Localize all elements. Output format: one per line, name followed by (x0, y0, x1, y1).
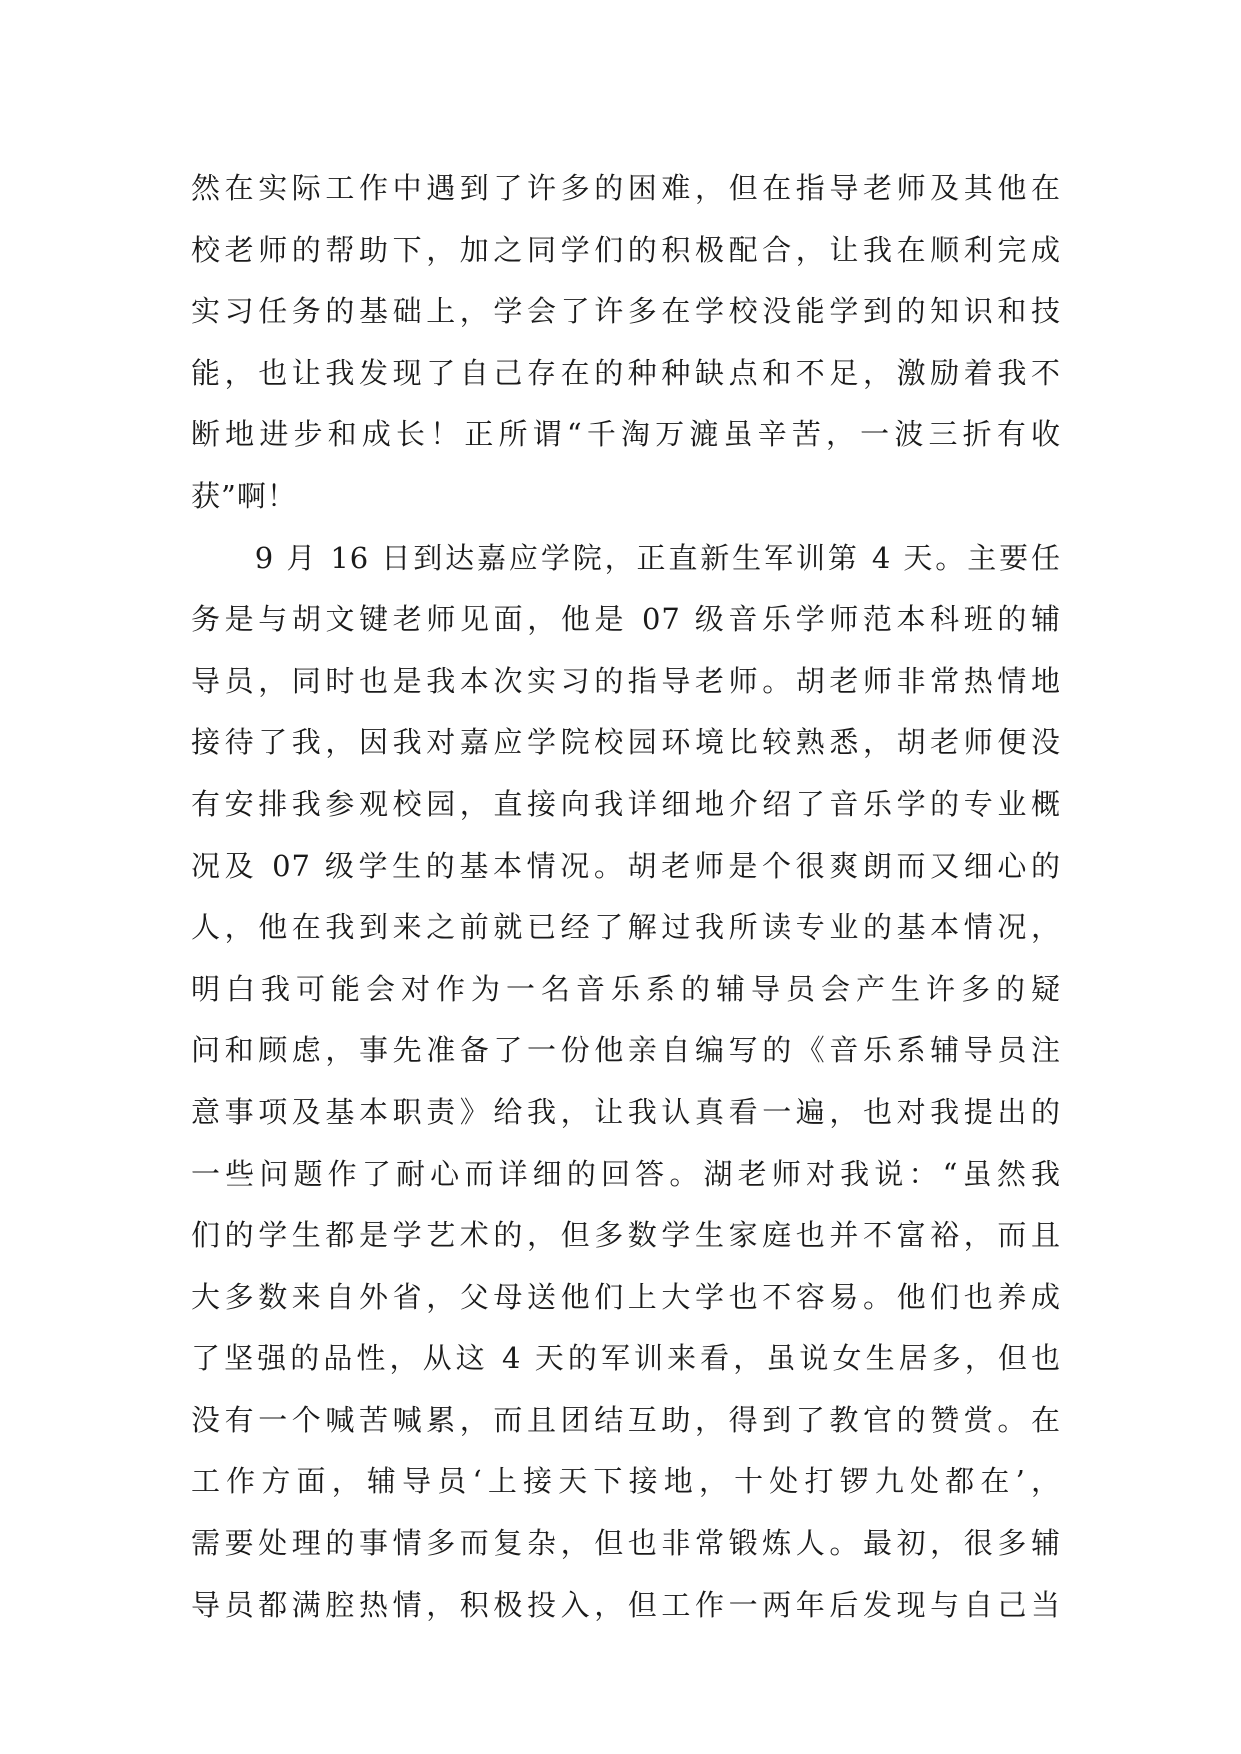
text-line: 导员，同时也是我本次实习的指导老师。胡老师非常热情地 (191, 663, 1061, 698)
text-line: 需要处理的事情多而复杂，但也非常锻炼人。最初，很多辅 (191, 1526, 1061, 1561)
text-line: 问和顾虑，事先准备了一份他亲自编写的《音乐系辅导员注 (191, 1033, 1061, 1068)
text-line: 工作方面，辅导员‘上接天下接地，十处打锣九处都在’， (191, 1464, 1061, 1499)
text-line: 然在实际工作中遇到了许多的困难，但在指导老师及其他在 (191, 171, 1061, 205)
document-body (191, 158, 1061, 1636)
paragraph-2 (191, 528, 1061, 1637)
text-line: 了坚强的品性，从这 4 天的军训来看，虽说女生居多，但也 (191, 1341, 1061, 1376)
text-line: 断地进步和成长！正所谓“千淘万漉虽辛苦，一波三折有收 (191, 417, 1061, 452)
text-line: 务是与胡文键老师见面，他是 07 级音乐学师范本科班的辅 (191, 602, 1061, 637)
text-line: 有安排我参观校园，直接向我详细地介绍了音乐学的专业概 (191, 786, 1061, 821)
text-line: 况及 07 级学生的基本情况。胡老师是个很爽朗而又细心的 (191, 848, 1061, 883)
text-line: 意事项及基本职责》给我，让我认真看一遍，也对我提出的 (191, 1094, 1061, 1129)
text-line: 大多数来自外省，父母送他们上大学也不容易。他们也养成 (191, 1279, 1061, 1314)
text-line: 能，也让我发现了自己存在的种种缺点和不足，激励着我不 (191, 355, 1061, 390)
text-line: 获”啊！ (191, 478, 297, 513)
text-line: 没有一个喊苦喊累，而且团结互助，得到了教官的赞赏。在 (191, 1402, 1061, 1437)
text-line: 明白我可能会对作为一名音乐系的辅导员会产生许多的疑 (191, 971, 1061, 1006)
text-line: 们的学生都是学艺术的，但多数学生家庭也并不富裕，而且 (191, 1218, 1061, 1253)
text-line: 一些问题作了耐心而详细的回答。湖老师对我说：“虽然我 (191, 1156, 1061, 1191)
text-line: 9 月 16 日到达嘉应学院，正直新生军训第 4 天。主要任 (191, 540, 1061, 575)
text-line: 校老师的帮助下，加之同学们的积极配合，让我在顺利完成 (191, 232, 1061, 267)
text-line: 导员都满腔热情，积极投入，但工作一两年后发现与自己当 (191, 1587, 1061, 1622)
paragraph-1 (191, 158, 1061, 528)
text-line: 人，他在我到来之前就已经了解过我所读专业的基本情况， (191, 910, 1061, 945)
text-line: 实习任务的基础上，学会了许多在学校没能学到的知识和技 (191, 294, 1061, 329)
text-line: 接待了我，因我对嘉应学院校园环境比较熟悉，胡老师便没 (191, 725, 1061, 760)
